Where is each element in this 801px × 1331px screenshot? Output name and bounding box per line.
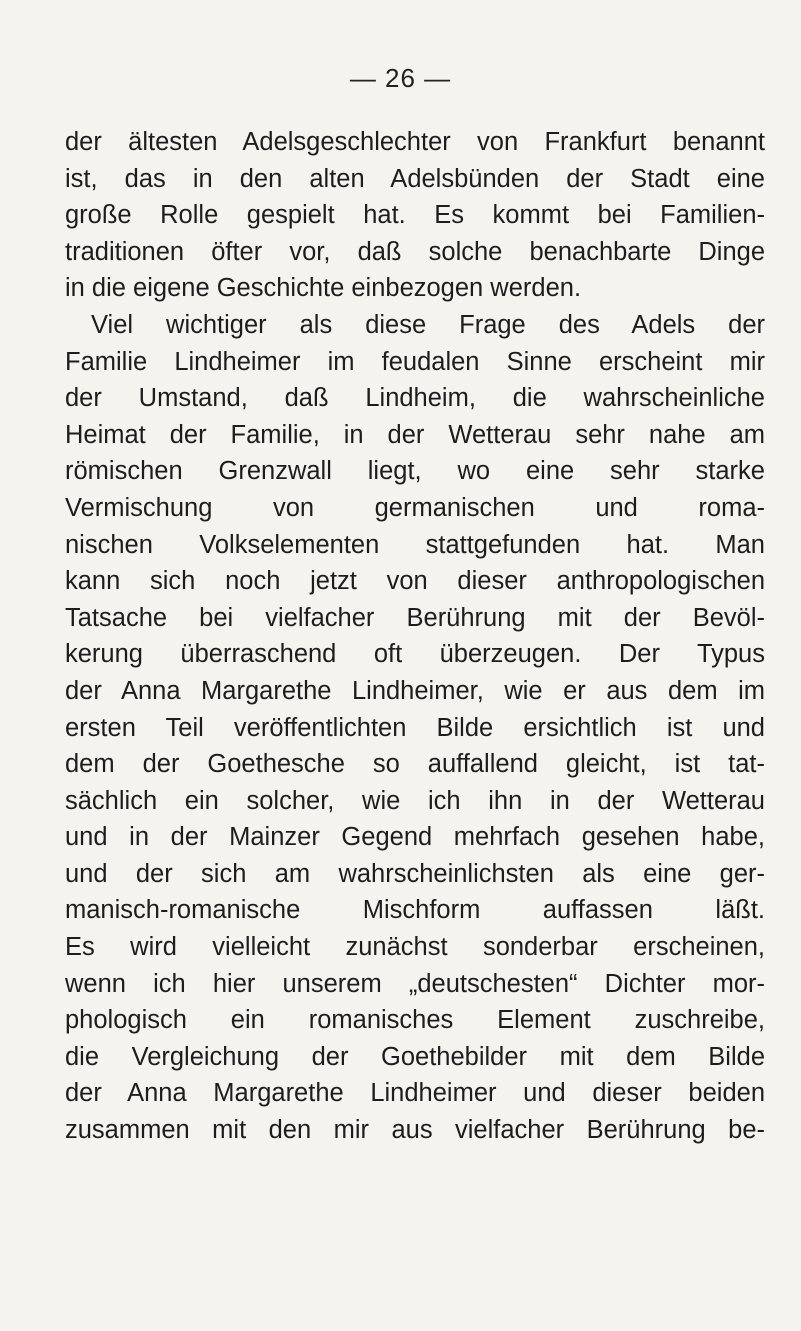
text-line: Heimat der Familie, in der Wetterau sehr nahe am <box>65 420 765 449</box>
text-line: die Vergleichung der Goethebilder mit dem Bilde <box>65 1042 765 1071</box>
text-line: Es wird vielleicht zunächst sonderbar erscheinen, <box>65 933 765 962</box>
text-line: nischen Volkselementen stattgefunden hat. Man <box>65 530 765 559</box>
text-line: phologisch ein romanisches Element zuschreibe, <box>65 1006 765 1035</box>
text-line: große Rolle gespielt hat. Es kommt bei Familien- <box>65 201 765 230</box>
text-line: dem der Goethesche so auffallend gleicht, ist tat- <box>65 750 765 779</box>
body-text <box>65 124 765 1149</box>
text-line: der ältesten Adelsgeschlechter von Frankfurt benannt <box>65 128 765 156</box>
text-line: Viel wichtiger als diese Frage des Adels der <box>91 310 765 339</box>
text-line: Tatsache bei vielfacher Berührung mit der Bevöl- <box>65 603 765 632</box>
text-line: kann sich noch jetzt von dieser anthropologischen <box>65 567 765 596</box>
text-line: manisch-romanische Mischform auffassen läßt. <box>65 896 765 925</box>
text-line: sächlich ein solcher, wie ich ihn in der Wetterau <box>65 786 765 815</box>
text-line: und in der Mainzer Gegend mehrfach gesehen habe, <box>65 823 765 852</box>
text-line: wenn ich hier unserem „deutschesten“ Dichter mor- <box>65 969 765 998</box>
text-line: und der sich am wahrscheinlichsten als eine ger- <box>65 859 765 888</box>
text-line: ist, das in den alten Adelsbünden der Stadt eine <box>65 164 765 193</box>
text-line: traditionen öfter vor, daß solche benachbarte Dinge <box>65 237 765 266</box>
text-line: zusammen mit den mir aus vielfacher Berührung be- <box>65 1116 765 1145</box>
page-number: — 26 — <box>349 63 452 93</box>
text-line: in die eigene Geschichte einbezogen werden. <box>65 274 582 303</box>
text-line: Familie Lindheimer im feudalen Sinne erscheint mir <box>65 347 765 376</box>
text-line: Vermischung von germanischen und roma- <box>65 493 765 522</box>
text-line: kerung überraschend oft überzeugen. Der Typus <box>65 640 765 669</box>
text-line: der Anna Margarethe Lindheimer, wie er aus dem im <box>65 676 765 705</box>
text-line: römischen Grenzwall liegt, wo eine sehr starke <box>65 457 765 486</box>
text-line: der Anna Margarethe Lindheimer und dieser beiden <box>65 1079 765 1108</box>
text-line: der Umstand, daß Lindheim, die wahrscheinliche <box>65 384 765 413</box>
text-line: ersten Teil veröffentlichten Bilde ersichtlich ist und <box>65 713 765 742</box>
